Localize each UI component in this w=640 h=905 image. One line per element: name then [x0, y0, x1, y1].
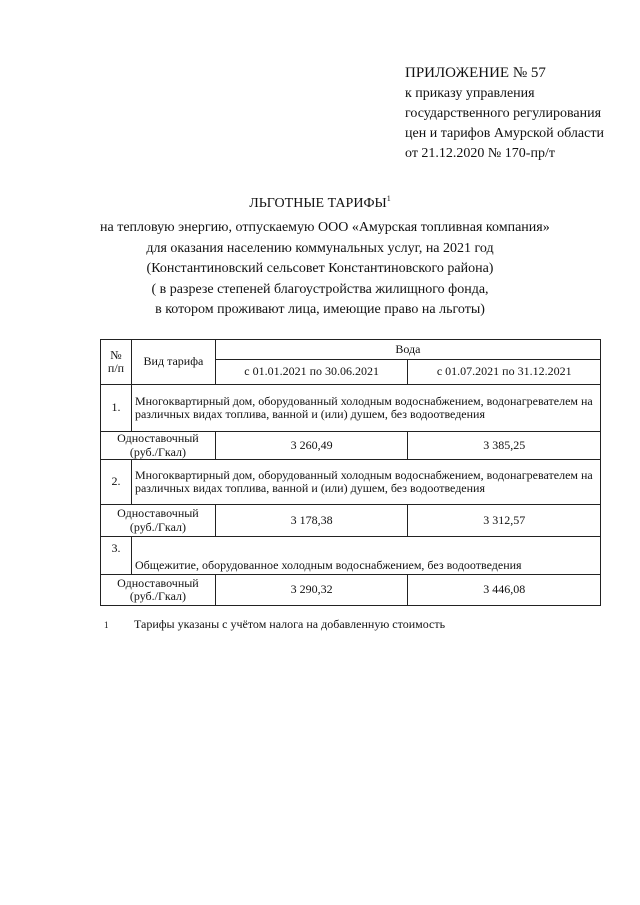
subtitle-line: ( в разрезе степеней благоустройства жилищного фонда, [151, 281, 489, 297]
table-row [101, 460, 601, 505]
table-row [101, 505, 601, 537]
appendix-line: к приказу управления [405, 86, 535, 101]
row-number: 2. [101, 460, 132, 505]
housing-description: Многоквартирный дом, оборудованный холодным водоснабжением, водонагревателем на различных видах топлива, ванной и (или) душем, без водоотведения [131, 385, 600, 432]
subtitle-line: на тепловую энергию, отпускаемую ООО «Амурская топливная компания» [100, 220, 550, 235]
housing-description: Общежитие, оборудованное холодным водоснабжением, без водоотведения [131, 537, 600, 575]
footnote-mark: 1 [104, 620, 109, 630]
tariff-value-period-1: 3 178,38 [215, 505, 408, 537]
tariff-name: Одноставочный (руб./Гкал) [101, 575, 216, 606]
appendix-block [405, 62, 637, 164]
footnote [104, 616, 445, 633]
header-water: Вода [215, 340, 600, 360]
tariff-name: Одноставочный (руб./Гкал) [101, 505, 216, 537]
housing-description: Многоквартирный дом, оборудованный холодным водоснабжением, водонагревателем на различных видах топлива, ванной и (или) душем, без водоотведения [131, 460, 600, 505]
title-footnote-mark: 1 [386, 194, 391, 203]
table-row [101, 385, 601, 432]
document-title-text: ЛЬГОТНЫЕ ТАРИФЫ [249, 196, 387, 211]
appendix-line: от 21.12.2020 № 170-пр/т [405, 146, 555, 161]
subtitle-line: для оказания населению коммунальных услуг, на 2021 год [146, 240, 494, 256]
table-row [101, 575, 601, 606]
subtitle-line: (Константиновский сельсовет Константиновского района) [146, 261, 494, 277]
tariff-value-period-2: 3 312,57 [408, 505, 601, 537]
appendix-title: ПРИЛОЖЕНИЕ № 57 [405, 65, 546, 81]
row-number: 1. [101, 385, 132, 432]
tariff-value-period-2: 3 385,25 [408, 432, 601, 460]
tariff-value-period-1: 3 290,32 [215, 575, 408, 606]
appendix-line: государственного регулирования [405, 106, 602, 121]
header-tariff-type: Вид тарифа [131, 340, 215, 385]
header-period-1: с 01.01.2021 по 30.06.2021 [215, 360, 408, 385]
header-period-2: с 01.07.2021 по 31.12.2021 [408, 360, 601, 385]
document-title [0, 189, 640, 214]
appendix-line: цен и тарифов Амурской области [405, 126, 604, 141]
footnote-text: Тарифы указаны с учётом налога на добавленную стоимость [134, 617, 446, 631]
document-subtitle [100, 218, 550, 321]
tariff-table [100, 339, 601, 606]
table-row [101, 432, 601, 460]
table-row [101, 537, 601, 575]
tariff-name: Одноставочный (руб./Гкал) [101, 432, 216, 460]
header-num: № п/п [101, 340, 132, 385]
tariff-value-period-2: 3 446,08 [408, 575, 601, 606]
row-number: 3. [101, 537, 132, 575]
subtitle-line: в котором проживают лица, имеющие право на льготы) [155, 302, 485, 318]
tariff-value-period-1: 3 260,49 [215, 432, 408, 460]
